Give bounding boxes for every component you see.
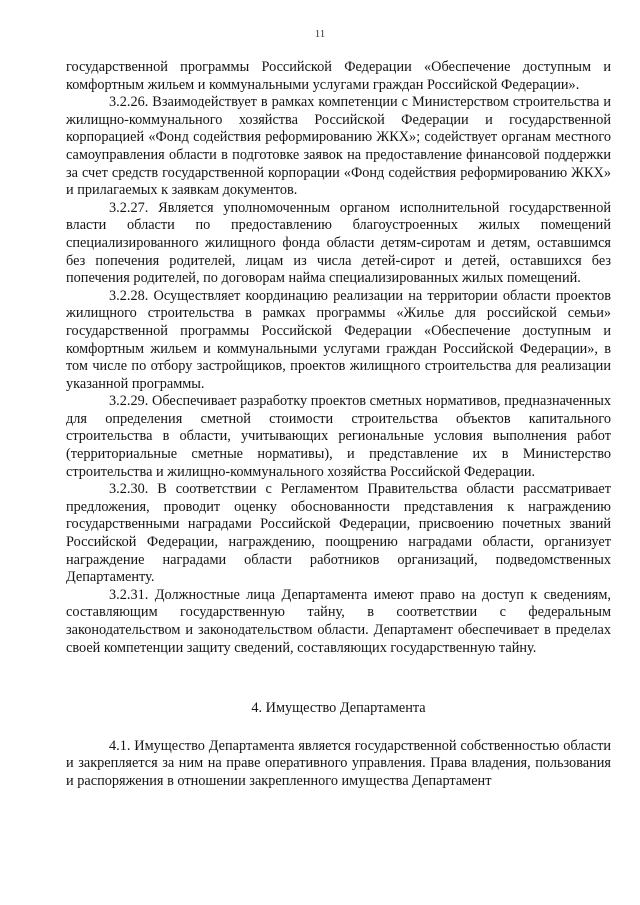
paragraph-3-2-30: 3.2.30. В соответствии с Регламентом Правительства области рассматривает предложения, проводит оценку обоснованности представления к награждению государственными наградами Российской Федерации, присвоению почетных званий Российской Федерации, награждению, поощрению наградами области, организует награждение наградами области работников организаций, подведомственных Департаменту. <box>66 481 611 586</box>
paragraph-4-1: 4.1. Имущество Департамента является государственной собственностью области и закрепляется за ним на праве оперативного управления. Права владения, пользования и распоряжения в отношении закрепленного имущества Департамент <box>66 737 611 789</box>
section-heading: 4. Имущество Департамента <box>251 700 426 717</box>
page-number: 11 <box>314 28 326 40</box>
document-body <box>66 59 611 791</box>
paragraph-3-2-26: 3.2.26. Взаимодействует в рамках компетенции с Министерством строительства и жилищно-коммунального хозяйства Российской Федерации и государственной корпорацией «Фонд содействия реформированию ЖКХ»; содействует органам местного самоуправления области в подготовке заявок на предоставление финансовой поддержки за счет средств государственной корпорации «Фонд содействия реформированию ЖКХ» и прилагаемых к заявкам документов. <box>66 94 611 199</box>
paragraph-3-2-29: 3.2.29. Обеспечивает разработку проектов сметных нормативов, предназначенных для определения сметной стоимости строительства объектов капитального строительства в области, учитывающих региональные условия выполнения работ (территориальные сметные нормативы), и представление их в Министерство строительства и жилищно-коммунального хозяйства Российской Федерации. <box>66 393 611 480</box>
paragraph-continuation: государственной программы Российской Федерации «Обеспечение доступным и комфортным жильем и коммунальными услугами граждан Российской Федерации». <box>66 59 611 93</box>
paragraph-3-2-27: 3.2.27. Является уполномоченным органом исполнительной государственной власти области по предоставлению благоустроенных жилых помещений специализированного жилищного фонда области детям-сиротам и детям, оставшимся без попечения родителей, лицам из числа детей-сирот и детей, оставшихся без попечения родителей, по договорам найма специализированных жилых помещений. <box>66 199 611 287</box>
paragraph-3-2-28: 3.2.28. Осуществляет координацию реализации на территории области проектов жилищного строительства в рамках программы «Жилье для российской семьи» государственной программы Российской Федерации «Обеспечение доступным и комфортным жильем и коммунальными услугами граждан Российской Федерации», в том числе по отбору застройщиков, проектов жилищного строительства для реализации указанной программы. <box>66 287 611 392</box>
paragraph-3-2-31: 3.2.31. Должностные лица Департамента имеют право на доступ к сведениям, составляющим государственную тайну, в соответствии с федеральным законодательством и законодательством области. Департамент обеспечивает в пределах своей компетенции защиту сведений, составляющих государственную тайну. <box>66 586 611 656</box>
